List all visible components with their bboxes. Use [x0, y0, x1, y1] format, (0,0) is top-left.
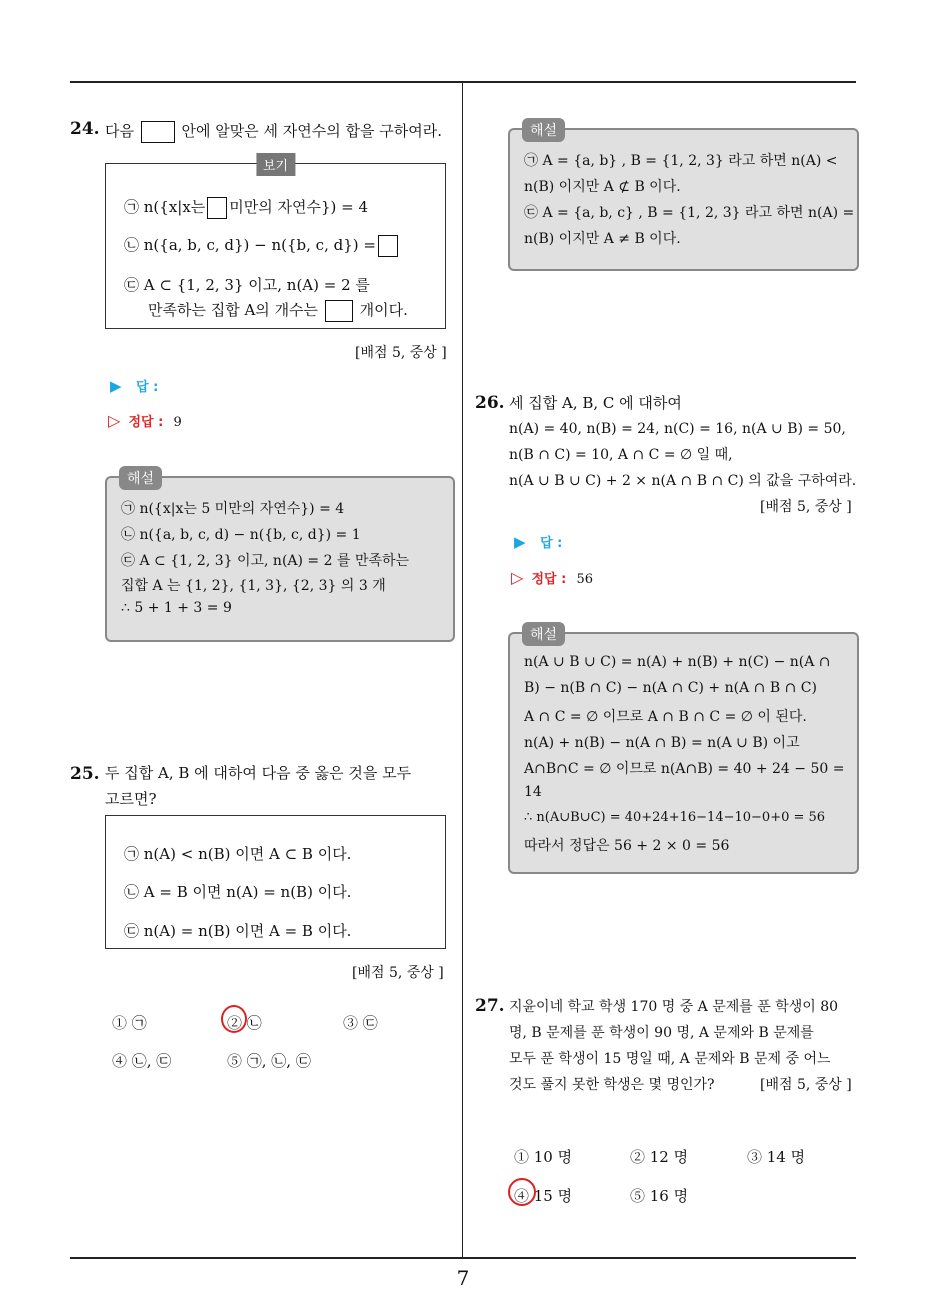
q25-choice-5[interactable]: ⑤ ㉠, ㉡, ㉢ [227, 1052, 311, 1070]
q24-item2 [124, 234, 400, 257]
q25-choice-3[interactable]: ③ ㉢ [343, 1014, 378, 1032]
q25-stem-1: 두 집합 A, B 에 대하여 다음 중 옳은 것을 모두 [105, 764, 412, 782]
q24-sol-line-2: ㉡ n({a, b, c, d) − n({b, c, d}) = 1 [121, 527, 361, 543]
q24-correct-value: 9 [173, 415, 182, 430]
q24-item2-text: ㉡ n({a, b, c, d}) − n({b, c, d}) = [124, 236, 376, 254]
q25-selected-circle [221, 1005, 247, 1033]
q25-number: 25. [70, 764, 100, 784]
q24-item3b-a: 만족하는 집합 A의 개수는 [148, 301, 319, 319]
top-rule [70, 81, 856, 83]
q26-sol-line-2: B) − n(B ∩ C) − n(A ∩ C) + n(A ∩ B ∩ C) [524, 680, 817, 696]
column-divider [462, 83, 463, 1257]
q26-solution-box [508, 627, 859, 874]
q24-sol-line-1: ㉠ n({x|x는 5 미만의 자연수}) = 4 [121, 501, 345, 517]
q27-number: 27. [475, 996, 505, 1016]
q24-stem-after: 안에 알맞은 세 자연수의 합을 구하여라. [181, 122, 442, 140]
q25-item-1: ㉠ n(A) < n(B) 이면 A ⊂ B 이다. [124, 845, 352, 863]
q25-score: [배점 5, 중상 ] [352, 965, 444, 981]
q26-sol-line-7: ∴ n(A∪B∪C) = 40+24+16−14−10−0+0 = 56 [524, 810, 826, 825]
q26-solution-tag: 해설 [522, 622, 565, 646]
q27-choice-3[interactable]: ③ 14 명 [747, 1148, 806, 1166]
q25-item-2: ㉡ A = B 이면 n(A) = n(B) 이다. [124, 883, 352, 901]
bottom-rule [70, 1257, 856, 1259]
q24-solution-tag: 해설 [119, 466, 162, 490]
q24-blank [141, 121, 175, 143]
q26-correct-line [511, 568, 593, 587]
q26-sol-line-3: A ∩ C = ∅ 이므로 A ∩ B ∩ C = ∅ 이 된다. [524, 709, 807, 725]
q25-sol-line-3: ㉢ A = {a, b, c} , B = {1, 2, 3} 라고 하면 n(A) = [524, 205, 855, 221]
outline-triangle-icon: ▷ [511, 568, 524, 587]
play-icon: ▶ [514, 533, 526, 551]
page-number: 7 [456, 1266, 470, 1290]
q26-score: [배점 5, 중상 ] [760, 499, 852, 515]
q26-sol-line-1: n(A ∪ B ∪ C) = n(A) + n(B) + n(C) − n(A ∩ [524, 654, 831, 670]
q27-line-4: 것도 풀지 못한 학생은 몇 명인가? [509, 1077, 715, 1093]
q26-answer-line [514, 532, 562, 551]
q26-sol-line-6: 14 [524, 784, 542, 800]
q25-stem-2: 고르면? [105, 790, 157, 808]
q25-solution-box [508, 123, 859, 271]
q27-line-1: 지윤이네 학교 학생 170 명 중 A 문제를 푼 학생이 80 [509, 999, 839, 1015]
q25-choice-4[interactable]: ④ ㉡, ㉢ [112, 1052, 172, 1070]
play-icon: ▶ [110, 377, 122, 395]
q24-item2-blank [378, 235, 398, 257]
q24-correct-label: 정답 : [128, 415, 164, 430]
q24-answer-line [110, 376, 158, 395]
q26-sol-line-5: A∩B∩C = ∅ 이므로 n(A∩B) = 40 + 24 − 50 = [524, 761, 845, 777]
q27-selected-circle [508, 1178, 536, 1206]
q27-score: [배점 5, 중상 ] [760, 1077, 852, 1093]
q25-sol-line-1: ㉠ A = {a, b} , B = {1, 2, 3} 라고 하면 n(A) < [524, 153, 838, 169]
q24-sol-line-3: ㉢ A ⊂ {1, 2, 3} 이고, n(A) = 2 를 만족하는 [121, 553, 410, 569]
q27-line-3: 모두 푼 학생이 15 명일 때, A 문제와 B 문제 중 어느 [509, 1051, 831, 1067]
q26-line-3: n(B ∩ C) = 10, A ∩ C = ∅ 일 때, [509, 447, 733, 463]
q24-item1-blank [207, 197, 227, 219]
q24-item3b-b: 개이다. [359, 301, 408, 319]
q24-number: 24. [70, 119, 100, 139]
q25-sol-line-4: n(B) 이지만 A ≠ B 이다. [524, 231, 681, 247]
q24-item3a: ㉢ A ⊂ {1, 2, 3} 이고, n(A) = 2 를 [124, 276, 370, 294]
q27-choice-4[interactable]: ④ 15 명 [514, 1187, 573, 1205]
q26-answer-label: 답 : [540, 536, 563, 551]
q27-choice-1[interactable]: ① 10 명 [514, 1148, 573, 1166]
q24-answer-label: 답 : [136, 380, 159, 395]
q26-line-4: n(A ∪ B ∪ C) + 2 × n(A ∩ B ∩ C) 의 값을 구하여라. [509, 473, 857, 489]
q27-choice-5[interactable]: ⑤ 16 명 [630, 1187, 689, 1205]
q24-bogi-title: 보기 [256, 153, 295, 176]
q24-sol-line-5: ∴ 5 + 1 + 3 = 9 [121, 600, 232, 616]
q24-item3b [148, 299, 408, 322]
q26-sol-line-8: 따라서 정답은 56 + 2 × 0 = 56 [524, 838, 730, 854]
q26-line-2: n(A) = 40, n(B) = 24, n(C) = 16, n(A ∪ B) = 50, [509, 421, 846, 437]
q27-line-2: 명, B 문제를 푼 학생이 90 명, A 문제와 B 문제를 [509, 1025, 814, 1041]
q26-sol-line-4: n(A) + n(B) − n(A ∩ B) = n(A ∪ B) 이고 [524, 735, 800, 751]
q24-bogi-box [105, 159, 446, 329]
q27-choice-2[interactable]: ② 12 명 [630, 1148, 689, 1166]
q25-choice-1[interactable]: ① ㉠ [112, 1014, 147, 1032]
q24-item1-b: 미만의 자연수}) = 4 [229, 198, 369, 216]
q26-number: 26. [475, 393, 505, 413]
q26-line-1: 세 집합 A, B, C 에 대하여 [509, 394, 682, 412]
q24-score: [배점 5, 중상 ] [355, 345, 447, 361]
q25-choice-2[interactable]: ② ㉡ [227, 1014, 262, 1032]
q24-solution-box [105, 471, 455, 642]
q24-stem [105, 118, 442, 144]
q25-statement-box [105, 815, 446, 949]
q24-sol-line-4: 집합 A 는 {1, 2}, {1, 3}, {2, 3} 의 3 개 [121, 578, 386, 594]
q26-correct-value: 56 [576, 572, 593, 587]
q25-sol-line-2: n(B) 이지만 A ⊄ B 이다. [524, 179, 681, 195]
q24-item1-a: ㉠ n({x|x는 [124, 198, 206, 216]
q25-item-3: ㉢ n(A) = n(B) 이면 A = B 이다. [124, 922, 352, 940]
q24-correct-line [108, 411, 182, 430]
outline-triangle-icon: ▷ [108, 411, 121, 430]
q24-item3-blank [325, 300, 353, 322]
q26-correct-label: 정답 : [531, 572, 567, 587]
q24-stem-before: 다음 [105, 122, 134, 140]
q24-item1 [124, 196, 368, 219]
q25-solution-tag: 해설 [522, 118, 565, 142]
